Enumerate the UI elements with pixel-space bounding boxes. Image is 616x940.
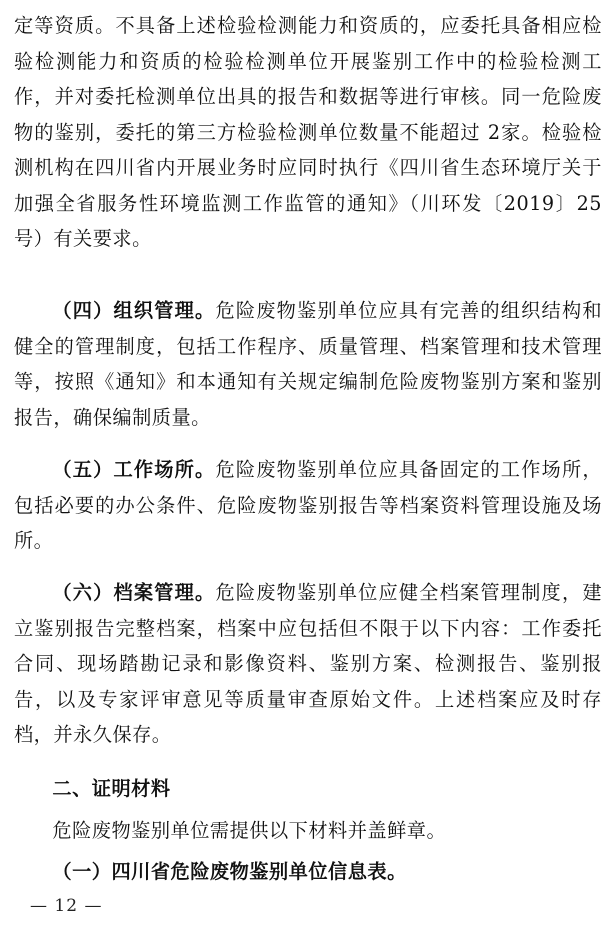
paragraph-body-archive: 危险废物鉴别单位应健全档案管理制度，建立鉴别报告完整档案，档案中应包括但不限于以下内容：工作委托合同、现场踏勘记录和影像资料、鉴别方案、检测报告、鉴别报告，以及专家评审意见等质量审查原始文件。上述档案应及时存档，并永久保存。	[14, 581, 603, 746]
paragraph-lead-archive: （六）档案管理。	[52, 581, 216, 604]
paragraph-lead-organization: （四）组织管理。	[52, 299, 216, 322]
paragraph-materials-intro: 危险废物鉴别单位需提供以下材料并盖鲜章。	[52, 819, 447, 842]
paragraph-workplace	[14, 452, 602, 559]
paragraph-body-organization: 危险废物鉴别单位应具有完善的组织结构和健全的管理制度，包括工作程序、质量管理、档案管理和技术管理等，按照《通知》和本通知有关规定编制危险废物鉴别方案和鉴别报告，确保编制质量。	[14, 299, 603, 429]
paragraph-lead-workplace: （五）工作场所。	[52, 458, 216, 481]
paragraph-body-workplace: 危险废物鉴别单位应具备固定的工作场所，包括必要的办公条件、危险废物鉴别报告等档案资料管理设施及场所。	[14, 458, 603, 552]
section-heading: 二、证明材料	[52, 777, 171, 800]
paragraph-continuation: 定等资质。不具备上述检验检测能力和资质的，应委托具备相应检验检测能力和资质的检验检测单位开展鉴别工作中的检验检测工作，并对委托检测单位出具的报告和数据等进行审核。同一危险废物的鉴别，委托的第三方检验检测单位数量不能超过 2家。检验检测机构在四川省内开展业务时应同时执行《四川省生态环境厅关于加强全省服务性环境监测工作监管的通知》（川环发〔2019〕25号）有关要求。	[14, 14, 602, 250]
page-number: — 12 —	[30, 896, 103, 916]
paragraph-archive-management	[14, 575, 602, 753]
paragraph-organization-management	[14, 293, 602, 435]
subsection-heading: （一）四川省危险废物鉴别单位信息表。	[52, 860, 407, 883]
